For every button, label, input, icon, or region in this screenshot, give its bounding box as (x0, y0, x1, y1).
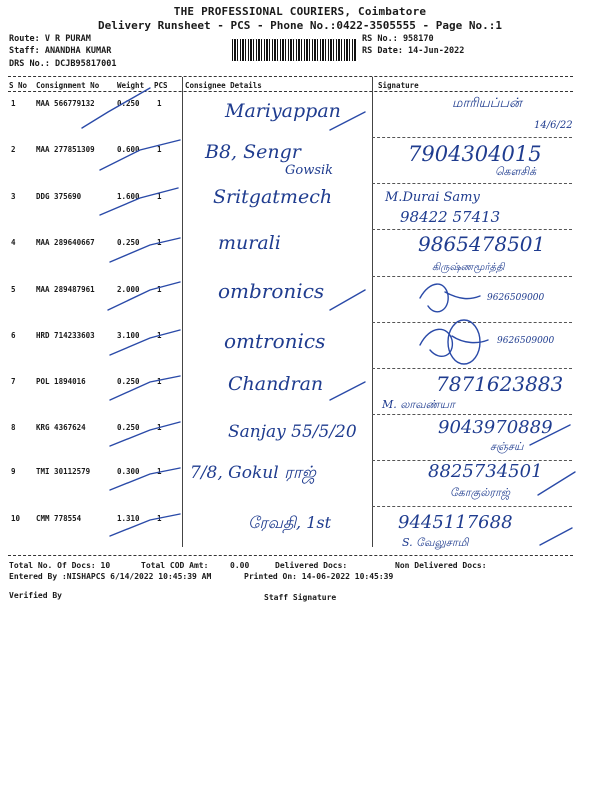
handwritten-signature: M. லாவண்யா (382, 398, 455, 411)
row-pcs: 1 (157, 377, 162, 386)
handwritten-signature: கோகுல்ராஜ் (450, 486, 511, 499)
row-rule (372, 229, 572, 230)
handwritten-consignee: murali (218, 232, 281, 254)
col-consignee: Consignee Details (185, 81, 262, 90)
row-weight: 0.300 (117, 467, 140, 476)
handwritten-consignee: Chandran (228, 373, 324, 395)
total-docs: Total No. Of Docs: 10 (9, 561, 111, 570)
row-consignment: MAA 277851309 (36, 145, 95, 154)
row-weight: 2.000 (117, 285, 140, 294)
delivered-docs: Delivered Docs: (275, 561, 348, 570)
handwritten-phone: 9626509000 (487, 293, 545, 303)
row-pcs: 1 (157, 331, 162, 340)
handwritten-phone: 9626509000 (497, 336, 555, 346)
handwritten-phone: 9043970889 (438, 417, 553, 438)
total-cod-value: 0.00 (230, 561, 250, 570)
row-weight: 0.600 (117, 145, 140, 154)
row-pcs: 1 (157, 285, 162, 294)
row-consignment: HRD 714233603 (36, 331, 95, 340)
handwritten-signature: கௌசிக் (495, 165, 537, 178)
row-consignment: MAA 289640667 (36, 238, 95, 247)
handwritten-phone: 9865478501 (418, 232, 546, 256)
row-pcs: 1 (157, 99, 162, 108)
runsheet-subtitle: Delivery Runsheet - PCS - Phone No.:0422-3505555 - Page No.:1 (98, 19, 502, 32)
row-sno: 2 (11, 145, 16, 154)
row-consignment: MAA 289487961 (36, 285, 95, 294)
row-rule (372, 183, 572, 184)
row-rule (372, 276, 572, 277)
row-consignment: POL 1894016 (36, 377, 86, 386)
row-weight: 1.600 (117, 192, 140, 201)
row-sno: 7 (11, 377, 16, 386)
row-consignment: MAA 566779132 (36, 99, 95, 108)
table-header-rule (8, 91, 573, 92)
handwritten-signature: M.Durai Samy (385, 190, 480, 205)
col-sno: S No (9, 81, 28, 90)
column-divider (372, 77, 373, 547)
row-pcs: 1 (157, 192, 162, 201)
row-weight: 0.250 (117, 377, 140, 386)
row-consignment: CMM 778554 (36, 514, 82, 523)
handwritten-consignee-note: Gowsik (285, 163, 334, 178)
handwritten-phone: 98422 57413 (400, 208, 501, 226)
handwritten-phone: 7871623883 (436, 372, 564, 396)
row-sno: 10 (11, 514, 21, 523)
row-rule (372, 506, 572, 507)
row-rule (372, 414, 572, 415)
row-sno: 9 (11, 467, 16, 476)
handwritten-signature: கிருஷ்ணமூர்த்தி (432, 262, 505, 273)
rs-date: RS Date: 14-Jun-2022 (362, 46, 465, 56)
row-pcs: 1 (157, 238, 162, 247)
company-title: THE PROFESSIONAL COURIERS, Coimbatore (173, 5, 427, 18)
entered-by: Entered By :NISHAPCS 6/14/2022 10:45:39 AM (9, 572, 212, 581)
handwritten-consignee: ரேவதி, 1st (248, 513, 332, 532)
handwritten-consignee: Sritgatmech (213, 186, 333, 208)
handwritten-consignee: 7/8, Gokul ராஜ் (190, 463, 316, 483)
verified-by: Verified By (9, 591, 62, 600)
handwritten-signature: மாரியப்பன் (452, 96, 522, 111)
handwritten-phone: 8825734501 (428, 461, 543, 482)
rs-number: RS No.: 958170 (362, 34, 434, 44)
column-divider (182, 77, 183, 547)
route-label: Route: V R PURAM (9, 34, 91, 44)
handwritten-consignee: Mariyappan (225, 100, 341, 122)
handwritten-consignee: B8, Sengr (205, 141, 301, 163)
handwritten-date: 14/6/22 (534, 120, 573, 131)
barcode (232, 39, 356, 61)
handwritten-consignee: omtronics (224, 329, 326, 353)
staff-signature: Staff Signature (264, 593, 337, 602)
col-signature: Signature (378, 81, 419, 90)
row-sno: 1 (11, 99, 16, 108)
handwritten-consignee: ombronics (218, 279, 325, 303)
row-rule (372, 368, 572, 369)
row-pcs: 1 (157, 145, 162, 154)
row-consignment: KRG 4367624 (36, 423, 86, 432)
total-cod-label: Total COD Amt: (141, 561, 209, 570)
row-sno: 8 (11, 423, 16, 432)
handwritten-signature: S. வேலுசாமி (402, 536, 469, 549)
row-consignment: TMI 30112579 (36, 467, 91, 476)
row-sno: 5 (11, 285, 16, 294)
row-rule (372, 322, 572, 323)
col-pcs: PCS (154, 81, 168, 90)
handwritten-phone: 9445117688 (398, 512, 513, 533)
table-top-rule (8, 76, 573, 77)
staff-label: Staff: ANANDHA KUMAR (9, 46, 112, 56)
table-bottom-rule (8, 555, 573, 556)
row-rule (372, 137, 572, 138)
row-weight: 0.250 (117, 99, 140, 108)
row-sno: 4 (11, 238, 16, 247)
row-pcs: 1 (157, 514, 162, 523)
drs-number: DRS No.: DCJB95817001 (9, 59, 117, 69)
row-weight: 3.100 (117, 331, 140, 340)
row-pcs: 1 (157, 423, 162, 432)
col-consignment: Consignment No (36, 81, 100, 90)
handwritten-phone: 7904304015 (408, 142, 542, 166)
handwritten-signature: சஞ்சய் (490, 440, 524, 453)
row-sno: 6 (11, 331, 16, 340)
row-weight: 0.250 (117, 423, 140, 432)
row-sno: 3 (11, 192, 16, 201)
row-weight: 1.310 (117, 514, 140, 523)
row-pcs: 1 (157, 467, 162, 476)
row-weight: 0.250 (117, 238, 140, 247)
handwritten-consignee: Sanjay 55/5/20 (228, 422, 357, 442)
non-delivered-docs: Non Delivered Docs: (395, 561, 487, 570)
col-weight: Weight (117, 81, 145, 90)
row-consignment: DDG 375690 (36, 192, 82, 201)
printed-on: Printed On: 14-06-2022 10:45:39 (244, 572, 394, 581)
